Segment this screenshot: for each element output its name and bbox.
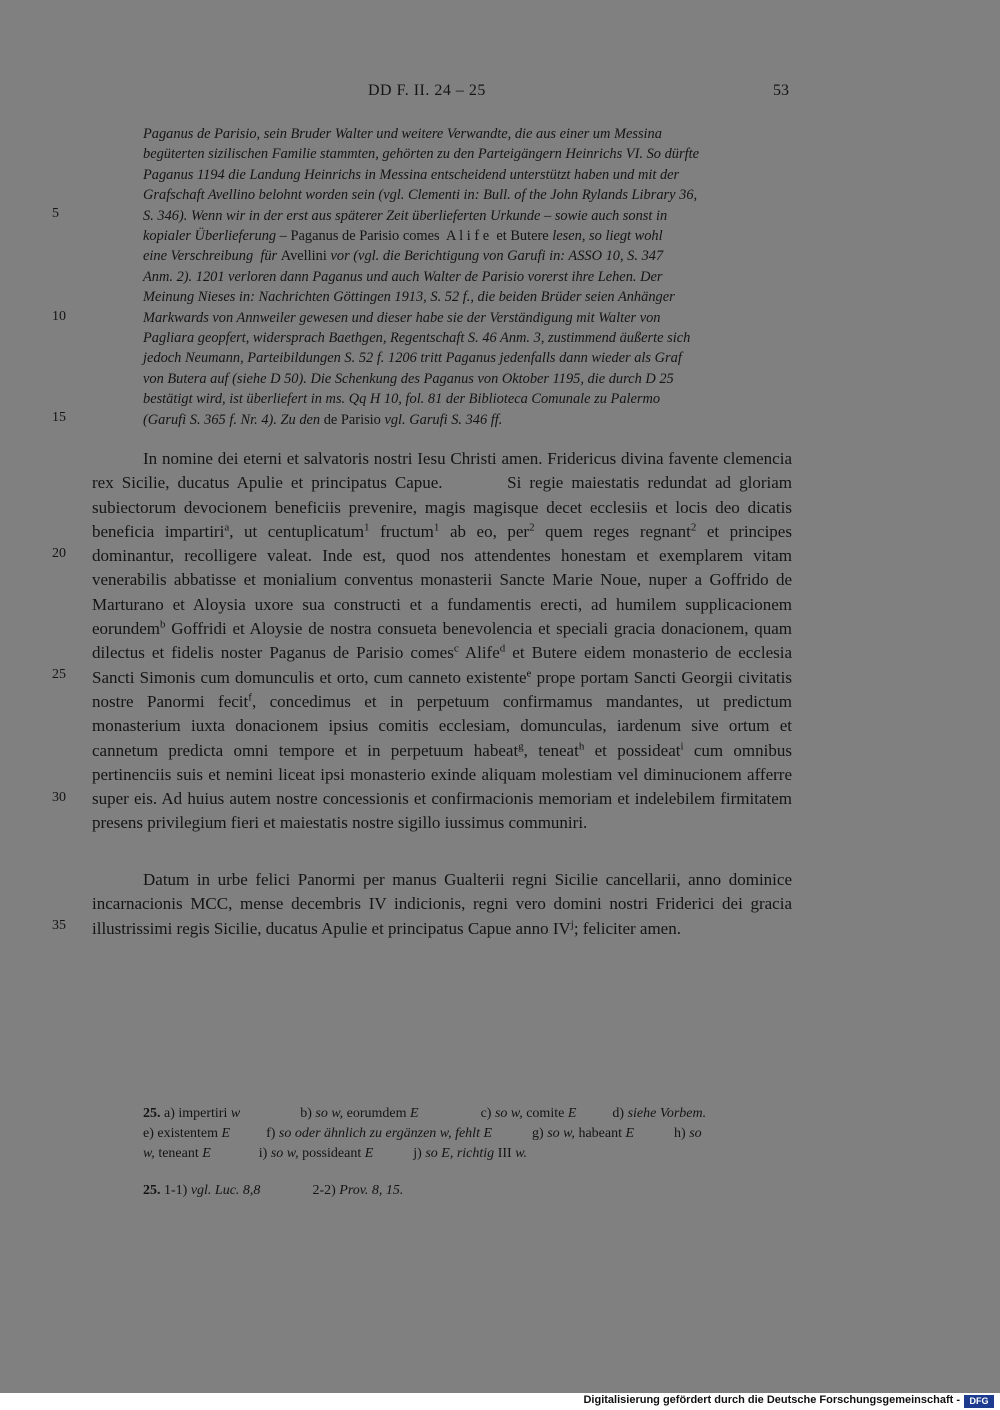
charter-text <box>92 447 792 836</box>
line-number: 35 <box>52 918 66 933</box>
line-number: 15 <box>52 410 66 425</box>
page-number: 53 <box>773 82 789 99</box>
line-number: 10 <box>52 309 66 324</box>
line-number: 20 <box>52 546 66 561</box>
line-number: 25 <box>52 667 66 682</box>
running-header <box>0 82 1000 106</box>
apparatus-line: e) existentem E f) so oder ähnlich zu ergänzen w, fehlt E g) so w, habeant E h) so <box>143 1126 702 1141</box>
dfg-logo: DFG <box>964 1395 994 1408</box>
prefatory-note: Paganus de Parisio, sein Bruder Walter und weitere Verwandte, die aus einer um Messina begüterten sizilischen Familie stammten, gehörten zu den Parteigängern Heinrichs VI. So dürfte Paganus 1194 die Landung Heinrichs in Messina entscheidend unterstützt haben und mit der Grafschaft Avellino belohnt worden sein (vgl. Clementi in: Bull. of the John Rylands Library 36, S. 346). Wenn wir in der erst aus späterer Zeit überlieferten Urkunde – sowie auch sonst in kopialer Überlieferung – Paganus de Parisio comes A l i f e et Butere lesen, so liegt wohl eine Verschreibung für Avellini vor (vgl. die Berichtigung von Garufi in: ASSO 10, S. 347 Anm. 2). 1201 verloren dann Paganus und auch Walter de Parisio vorerst ihre Lehen. Der Meinung Nieses in: Nachrichten Göttingen 1913, S. 52 f., die beiden Brüder seien Anhänger Markwards von Annweiler gewesen und dieser habe sie der Verständigung mit Walter von Pagliara geopfert, widersprach Baethgen, Regentschaft S. 46 Anm. 3, zustimmend äußerte sich jedoch Neumann, Parteibildungen S. 52 f. 1206 tritt Paganus jedenfalls dann wieder als Graf von Butera auf (siehe D 50). Die Schenkung des Paganus von Oktober 1195, die durch D 25 bestätigt wird, ist überliefert in ms. Qq H 10, fol. 81 der Biblioteca Comunale zu Palermo (Garufi S. 365 f. Nr. 4). Zu den de Parisio vgl. Garufi S. 346 ff. <box>143 126 699 428</box>
charter-paragraph: In nomine dei eterni et salvatoris nostri Iesu Christi amen. Fridericus divina favente clemencia rex Sicilie, ducatus Apulie et principatus Capue. Si regie maiestatis redundat ad gloriam subiectorum devocionem beneficiis prevenire, magis magisque decet ecclesiis et locis deo dicatis beneficia impartiri$^a$, ut centuplicatum$^1$ fructum$^1$ ab eo, per$^2$ quem reges regnant$^2$ et principes dominantur, recolligere valeat. Inde est, quod nos attendentes honestam et exemplarem vitam venerabilis abbatisse et monialium conventus monasterii Sancte Marie Noue, nuper a Goffrido de Marturano et Aloysia uxore sua constructi et a fundamentis erecti, ad humilem supplicacionem eorundem$^b$ Goffridi et Aloysie de nostra consueta benevolencia et speciali gracia donacionem, quam dilectus et fidelis noster Paganus de Parisio comes$^c$ Alife$^d$ et Butere eidem monasterio de ecclesia Sancti Simonis cum domunculis et orto, cum canneto existente$^e$ prope portam Sancti Georgii civitatis nostre Panormi fecit$^f$, concedimus et in perpetuum confirmamus mandantes, ut predictum monasterium iuxta donacionem ipsius comitis ecclesiam, domunculas, iardenum sive ortum et cannetum predicta omni tempore et in perpetuum habeat$^g$, teneat$^h$ et possideat$^i$ cum omnibus pertinenciis suis et nemini liceat ipsi monasterio exinde aliquam molestiam vel diminucionem afferre super eis. Ad huius autem nostre concessionis et confirmacionis memoriam et indelebilem firmitatem presens privilegium fieri et maiestatis nostre sigillo iussimus communiri. <box>92 449 793 833</box>
funding-credit: Digitalisierung gefördert durch die Deutsche Forschungsgemeinschaft - <box>583 1394 960 1406</box>
running-title: DD F. II. 24 – 25 <box>368 82 486 99</box>
apparatus-line: 25. a) impertiri w b) so w, eorumdem E c) so w, comite E d) siehe Vorbem. <box>143 1106 707 1121</box>
line-number: 5 <box>52 206 59 221</box>
source-notes: 25. 1-1) vgl. Luc. 8,8 2-2) Prov. 8, 15. <box>143 1183 404 1198</box>
digitization-footer <box>0 1393 1000 1410</box>
datum-paragraph: Datum in urbe felici Panormi per manus Gualterii regni Sicilie cancellarii, anno dominice incarnacionis MCC, mense decembris IV indicionis, regni vero domini nostri Friderici dei gracia illustrissimi regis Sicilie, ducatus Apulie et principatus Capue anno $IV^j$; feliciter amen. <box>92 870 792 938</box>
critical-apparatus <box>143 1104 795 1164</box>
apparatus-line: w, teneant E i) so w, possideant E j) so E, richtig III w. <box>143 1146 527 1161</box>
line-number: 30 <box>52 790 66 805</box>
